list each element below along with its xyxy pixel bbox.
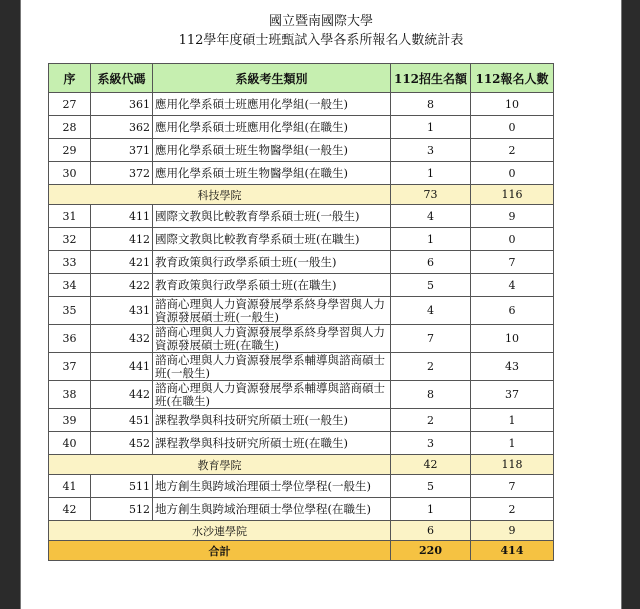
applicants-cell: 1 bbox=[471, 432, 554, 455]
document-page bbox=[20, 0, 622, 609]
category-cell: 應用化學系碩士班生物醫學組(在職生) bbox=[153, 162, 391, 185]
seq-cell: 32 bbox=[49, 228, 91, 251]
quota-cell: 6 bbox=[391, 251, 471, 274]
table-row bbox=[49, 205, 554, 228]
category-cell: 教育政策與行政學系碩士班(在職生) bbox=[153, 274, 391, 297]
seq-cell: 29 bbox=[49, 139, 91, 162]
category-cell: 諮商心理與人力資源發展學系輔導與諮商碩士班(一般生) bbox=[153, 353, 391, 381]
applicants-cell: 10 bbox=[471, 93, 554, 116]
code-cell: 421 bbox=[91, 251, 153, 274]
code-cell: 512 bbox=[91, 498, 153, 521]
category-cell: 應用化學系碩士班生物醫學組(一般生) bbox=[153, 139, 391, 162]
code-cell: 371 bbox=[91, 139, 153, 162]
applicants-cell: 1 bbox=[471, 409, 554, 432]
applicants-cell: 0 bbox=[471, 228, 554, 251]
header-applicants: 112報名人數 bbox=[471, 64, 554, 93]
college-label: 教育學院 bbox=[49, 455, 391, 475]
quota-cell: 42 bbox=[391, 455, 471, 475]
table-row bbox=[49, 93, 554, 116]
applicants-cell: 116 bbox=[471, 185, 554, 205]
table-row bbox=[49, 432, 554, 455]
header-quota: 112招生名額 bbox=[391, 64, 471, 93]
code-cell: 422 bbox=[91, 274, 153, 297]
seq-cell: 40 bbox=[49, 432, 91, 455]
table-body bbox=[49, 93, 554, 541]
seq-cell: 41 bbox=[49, 475, 91, 498]
seq-cell: 42 bbox=[49, 498, 91, 521]
table-row bbox=[49, 228, 554, 251]
quota-cell: 73 bbox=[391, 185, 471, 205]
seq-cell: 33 bbox=[49, 251, 91, 274]
code-cell: 372 bbox=[91, 162, 153, 185]
table-row bbox=[49, 297, 554, 325]
applicants-cell: 9 bbox=[471, 521, 554, 541]
applicants-cell: 43 bbox=[471, 353, 554, 381]
table-row bbox=[49, 116, 554, 139]
table-row bbox=[49, 498, 554, 521]
code-cell: 452 bbox=[91, 432, 153, 455]
quota-cell: 1 bbox=[391, 116, 471, 139]
header-category: 系級考生類別 bbox=[153, 64, 391, 93]
quota-cell: 4 bbox=[391, 205, 471, 228]
applicants-cell: 7 bbox=[471, 251, 554, 274]
category-cell: 國際文教與比較教育學系碩士班(一般生) bbox=[153, 205, 391, 228]
quota-cell: 7 bbox=[391, 325, 471, 353]
category-cell: 地方創生與跨域治理碩士學位學程(一般生) bbox=[153, 475, 391, 498]
category-cell: 應用化學系碩士班應用化學組(一般生) bbox=[153, 93, 391, 116]
code-cell: 442 bbox=[91, 381, 153, 409]
code-cell: 441 bbox=[91, 353, 153, 381]
quota-cell: 6 bbox=[391, 521, 471, 541]
category-cell: 諮商心理與人力資源發展學系終身學習與人力資源發展碩士班(在職生) bbox=[153, 325, 391, 353]
category-cell: 諮商心理與人力資源發展學系輔導與諮商碩士班(在職生) bbox=[153, 381, 391, 409]
table-row bbox=[49, 251, 554, 274]
table-row bbox=[49, 475, 554, 498]
header-seq: 序 bbox=[49, 64, 91, 93]
quota-cell: 4 bbox=[391, 297, 471, 325]
category-cell: 國際文教與比較教育學系碩士班(在職生) bbox=[153, 228, 391, 251]
category-cell: 應用化學系碩士班應用化學組(在職生) bbox=[153, 116, 391, 139]
code-cell: 431 bbox=[91, 297, 153, 325]
category-cell: 教育政策與行政學系碩士班(一般生) bbox=[153, 251, 391, 274]
total-row bbox=[49, 541, 554, 561]
applicants-cell: 4 bbox=[471, 274, 554, 297]
table-row bbox=[49, 139, 554, 162]
quota-cell: 2 bbox=[391, 409, 471, 432]
total-label: 合計 bbox=[49, 541, 391, 561]
code-cell: 361 bbox=[91, 93, 153, 116]
seq-cell: 30 bbox=[49, 162, 91, 185]
total-applicants: 414 bbox=[471, 541, 554, 561]
code-cell: 451 bbox=[91, 409, 153, 432]
document-title: 國立暨南國際大學 bbox=[268, 14, 373, 29]
table-row bbox=[49, 409, 554, 432]
code-cell: 412 bbox=[91, 228, 153, 251]
seq-cell: 36 bbox=[49, 325, 91, 353]
enrollment-table bbox=[48, 63, 554, 561]
college-label: 水沙連學院 bbox=[49, 521, 391, 541]
applicants-cell: 37 bbox=[471, 381, 554, 409]
table-row bbox=[49, 325, 554, 353]
applicants-cell: 2 bbox=[471, 139, 554, 162]
quota-cell: 2 bbox=[391, 353, 471, 381]
seq-cell: 38 bbox=[49, 381, 91, 409]
quota-cell: 1 bbox=[391, 228, 471, 251]
category-cell: 地方創生與跨域治理碩士學位學程(在職生) bbox=[153, 498, 391, 521]
quota-cell: 1 bbox=[391, 162, 471, 185]
applicants-cell: 0 bbox=[471, 116, 554, 139]
subtotal-row bbox=[49, 185, 554, 205]
code-cell: 432 bbox=[91, 325, 153, 353]
table-header-row bbox=[49, 64, 554, 93]
seq-cell: 39 bbox=[49, 409, 91, 432]
applicants-cell: 2 bbox=[471, 498, 554, 521]
applicants-cell: 118 bbox=[471, 455, 554, 475]
seq-cell: 28 bbox=[49, 116, 91, 139]
subtotal-row bbox=[49, 455, 554, 475]
applicants-cell: 6 bbox=[471, 297, 554, 325]
seq-cell: 31 bbox=[49, 205, 91, 228]
table-row bbox=[49, 353, 554, 381]
code-cell: 362 bbox=[91, 116, 153, 139]
quota-cell: 3 bbox=[391, 139, 471, 162]
subtotal-row bbox=[49, 521, 554, 541]
code-cell: 411 bbox=[91, 205, 153, 228]
quota-cell: 5 bbox=[391, 274, 471, 297]
table-row bbox=[49, 162, 554, 185]
quota-cell: 3 bbox=[391, 432, 471, 455]
quota-cell: 5 bbox=[391, 475, 471, 498]
table-row bbox=[49, 274, 554, 297]
category-cell: 課程教學與科技研究所碩士班(在職生) bbox=[153, 432, 391, 455]
applicants-cell: 9 bbox=[471, 205, 554, 228]
applicants-cell: 0 bbox=[471, 162, 554, 185]
total-quota: 220 bbox=[391, 541, 471, 561]
document-subtitle: 112學年度碩士班甄試入學各系所報名人數統計表 bbox=[178, 33, 464, 48]
quota-cell: 8 bbox=[391, 381, 471, 409]
code-cell: 511 bbox=[91, 475, 153, 498]
seq-cell: 34 bbox=[49, 274, 91, 297]
seq-cell: 37 bbox=[49, 353, 91, 381]
category-cell: 課程教學與科技研究所碩士班(一般生) bbox=[153, 409, 391, 432]
quota-cell: 8 bbox=[391, 93, 471, 116]
seq-cell: 27 bbox=[49, 93, 91, 116]
category-cell: 諮商心理與人力資源發展學系終身學習與人力資源發展碩士班(一般生) bbox=[153, 297, 391, 325]
quota-cell: 1 bbox=[391, 498, 471, 521]
applicants-cell: 10 bbox=[471, 325, 554, 353]
table-row bbox=[49, 381, 554, 409]
seq-cell: 35 bbox=[49, 297, 91, 325]
college-label: 科技學院 bbox=[49, 185, 391, 205]
header-code: 系級代碼 bbox=[91, 64, 153, 93]
applicants-cell: 7 bbox=[471, 475, 554, 498]
